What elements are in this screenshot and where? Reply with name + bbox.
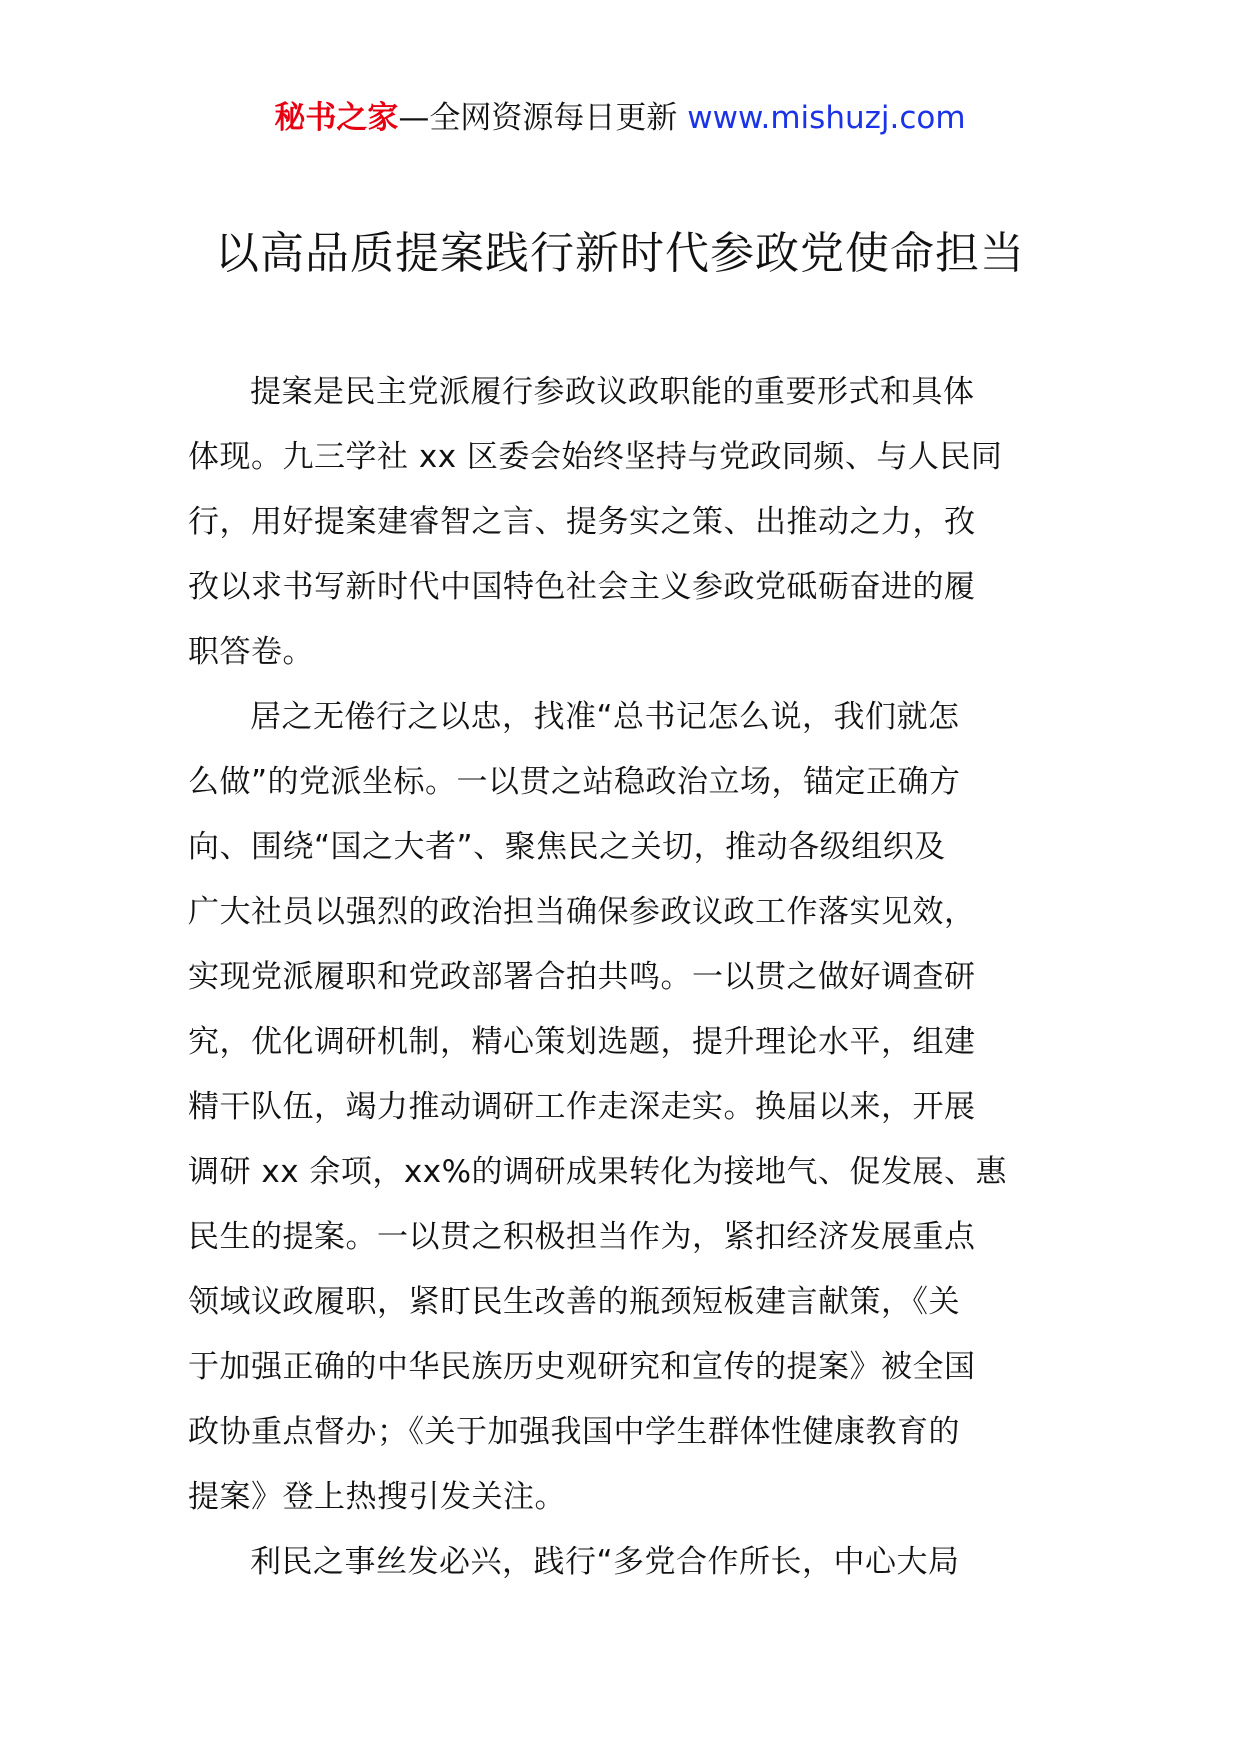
site-url-link[interactable]: www.mishuzj.com — [687, 100, 966, 136]
text-line: 广大社员以强烈的政治担当确保参政议政工作落实见效， — [188, 894, 976, 930]
text-line: 居之无倦行之以忠，找准“总书记怎么说，我们就怎 — [250, 699, 960, 735]
text-line: 究，优化调研机制，精心策划选题，提升理论水平，组建 — [188, 1024, 976, 1060]
paragraph — [188, 685, 1050, 1530]
site-brand: 秘书之家 — [274, 100, 399, 136]
site-header — [0, 98, 1240, 138]
text-line: 职答卷。 — [188, 634, 314, 670]
text-line: 利民之事丝发必兴，践行“多党合作所长，中心大局 — [250, 1544, 960, 1580]
text-line: 于加强正确的中华民族历史观研究和宣传的提案》被全国 — [188, 1349, 976, 1385]
text-line: 向、围绕“国之大者”、聚焦民之关切，推动各级组织及 — [188, 829, 946, 865]
text-line: 民生的提案。一以贯之积极担当作为，紧扣经济发展重点 — [188, 1219, 976, 1255]
text-line: 提案是民主党派履行参政议政职能的重要形式和具体 — [250, 374, 975, 410]
paragraph — [188, 1530, 1050, 1595]
text-line: 提案》登上热搜引发关注。 — [188, 1479, 566, 1515]
text-line: 么做”的党派坐标。一以贯之站稳政治立场，锚定正确方 — [188, 764, 961, 800]
document-title: 以高品质提案践行新时代参政党使命担当 — [215, 228, 1025, 279]
document-body — [188, 360, 1050, 1595]
paragraph — [188, 360, 1050, 685]
text-line: 实现党派履职和党政部署合拍共鸣。一以贯之做好调查研 — [188, 959, 976, 995]
text-line: 精干队伍，竭力推动调研工作走深走实。换届以来，开展 — [188, 1089, 976, 1125]
text-line: 行，用好提案建睿智之言、提务实之策、出推动之力，孜 — [188, 504, 976, 540]
text-line: 孜以求书写新时代中国特色社会主义参政党砥砺奋进的履 — [188, 569, 976, 605]
text-line: 领域议政履职，紧盯民生改善的瓶颈短板建言献策，《关 — [188, 1284, 960, 1320]
text-line: 调研 xx 余项，xx%的调研成果转化为接地气、促发展、惠 — [188, 1154, 1008, 1190]
site-slogan: —全网资源每日更新 — [398, 100, 678, 136]
text-line: 体现。九三学社 xx 区委会始终坚持与党政同频、与人民同 — [188, 439, 1003, 475]
text-line: 政协重点督办；《关于加强我国中学生群体性健康教育的 — [188, 1414, 960, 1450]
